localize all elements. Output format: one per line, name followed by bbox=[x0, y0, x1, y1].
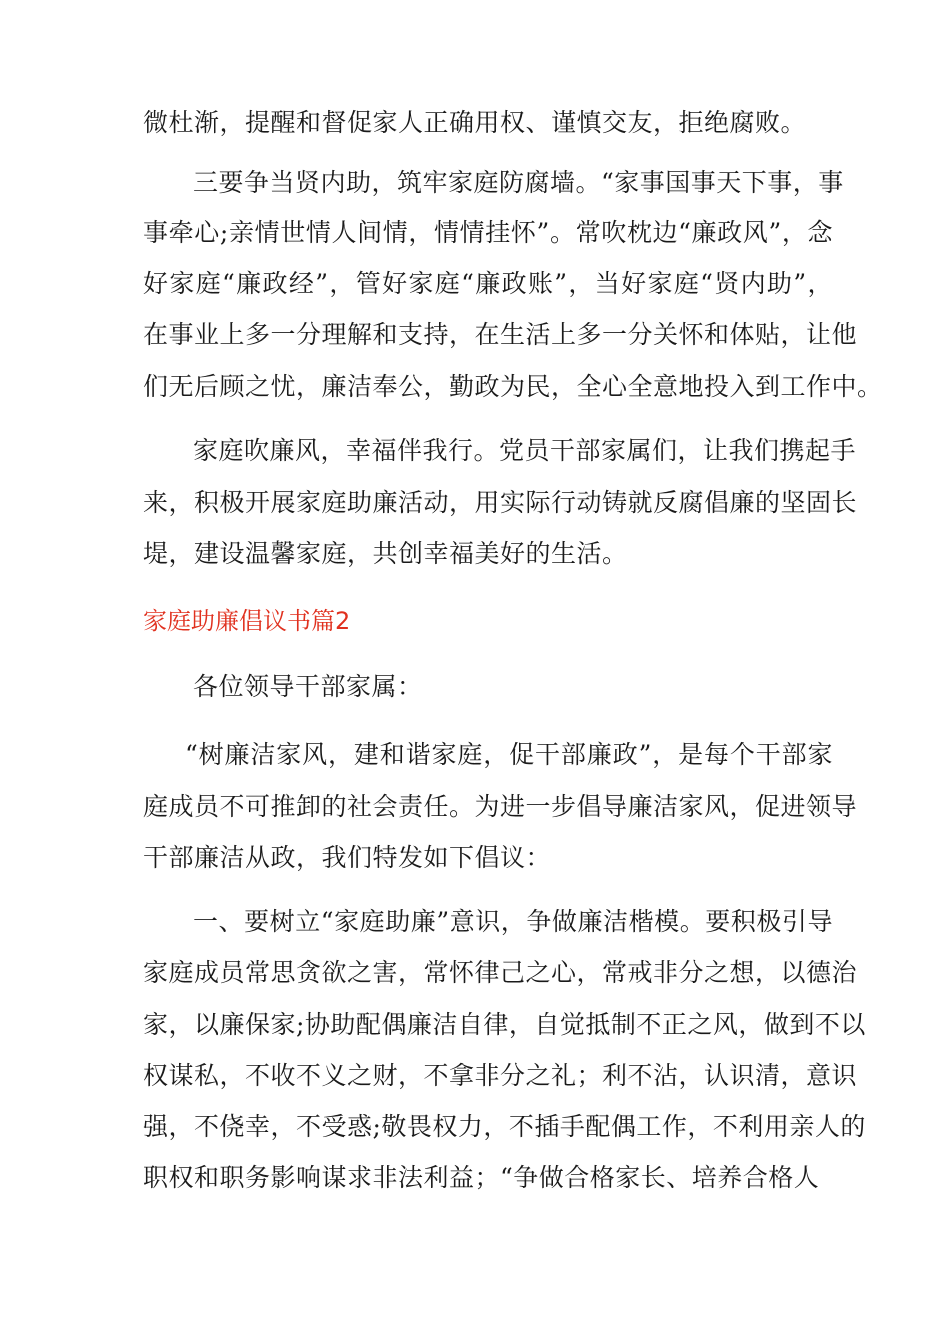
paragraph-line: 强，不侥幸，不受惑;敬畏权力，不插手配偶工作，不利用亲人的 bbox=[143, 1112, 866, 1141]
paragraph-line: 三要争当贤内助，筑牢家庭防腐墙。“家事国事天下事，事 bbox=[193, 168, 844, 197]
paragraph-line: “树廉洁家风，建和谐家庭，促干部廉政”，是每个干部家 bbox=[185, 740, 833, 769]
paragraph-line: 权谋私，不收不义之财，不拿非分之礼；利不沾，认识清，意识 bbox=[143, 1061, 858, 1090]
paragraph-line: 干部廉洁从政，我们特发如下倡议： bbox=[143, 843, 552, 872]
paragraph-line: 职权和职务影响谋求非法利益；“争做合格家长、培养合格人 bbox=[143, 1163, 820, 1192]
paragraph-line: 事牵心;亲情世情人间情，情情挂怀”。常吹枕边“廉政风”，念 bbox=[143, 218, 833, 247]
section-heading: 家庭助廉倡议书篇2 bbox=[143, 607, 351, 635]
paragraph-line: 好家庭“廉政经”，管好家庭“廉政账”，当好家庭“贤内助”， bbox=[143, 269, 833, 298]
paragraph-line: 一、要树立“家庭助廉”意识，争做廉洁楷模。要积极引导 bbox=[193, 907, 833, 936]
paragraph-line: 家，以廉保家;协助配偶廉洁自律，自觉抵制不正之风，做到不以 bbox=[143, 1010, 866, 1039]
paragraph-line: 在事业上多一分理解和支持，在生活上多一分关怀和体贴，让他 bbox=[143, 320, 858, 349]
paragraph-line: 家庭吹廉风，幸福伴我行。党员干部家属们，让我们携起手 bbox=[193, 436, 857, 465]
salutation-line: 各位领导干部家属： bbox=[193, 672, 423, 701]
paragraph-line: 来，积极开展家庭助廉活动，用实际行动铸就反腐倡廉的坚固长 bbox=[143, 488, 858, 517]
paragraph-line: 家庭成员常思贪欲之害，常怀律己之心，常戒非分之想，以德治 bbox=[143, 958, 858, 987]
paragraph-line: 庭成员不可推卸的社会责任。为进一步倡导廉洁家风，促进领导 bbox=[143, 792, 858, 821]
paragraph-line: 堤，建设温馨家庭，共创幸福美好的生活。 bbox=[143, 539, 628, 568]
paragraph-line: 微杜渐，提醒和督促家人正确用权、谨慎交友，拒绝腐败。 bbox=[143, 108, 807, 137]
paragraph-line: 们无后顾之忧，廉洁奉公，勤政为民，全心全意地投入到工作中。 bbox=[143, 372, 883, 401]
